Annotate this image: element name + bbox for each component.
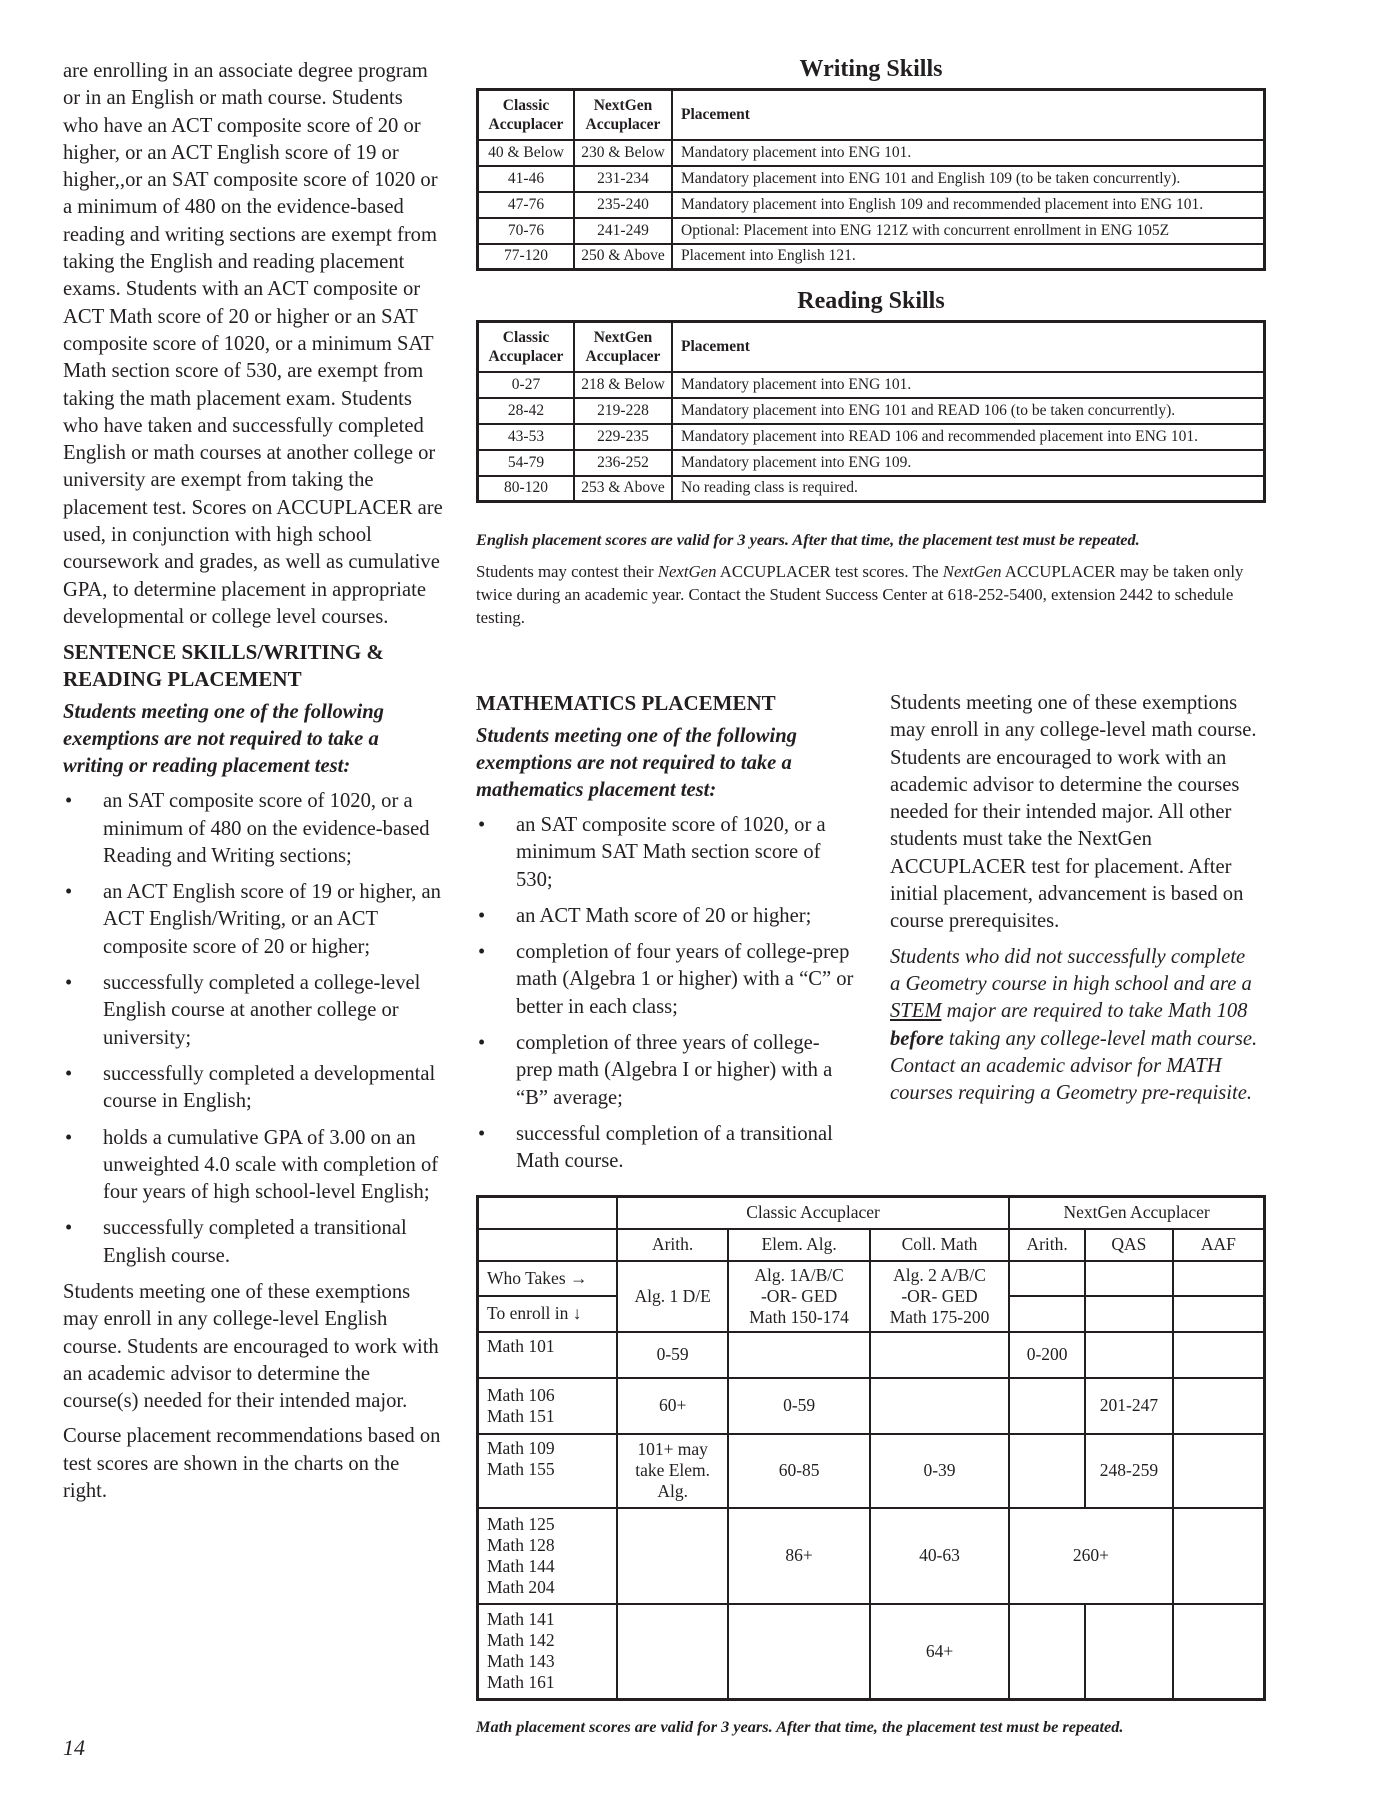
- column-header: Arith.: [1009, 1229, 1085, 1261]
- column-header: QAS: [1085, 1229, 1173, 1261]
- intro-paragraph: are enrolling in an associate degree program or in an English or math course. Students who have an ACT composite score of 20 or higher, or an ACT English score of 19 or higher,,or an SAT composite score of 1020 or a minimum of 480 on the evidence-based reading and writing sections are exempt from taking the English and reading placement exams. Students with an ACT composite or ACT Math score of 20 or higher or an SAT composite score of 1020, or a minimum SAT Math section score of 530, are exempt from taking the math placement exam. Students who have taken and successfully completed English or math courses at another college or university are exempt from taking the placement test. Scores on ACCUPLACER are used, in conjunction with high school coursework and grades, as well as cumulative GPA, to determine placement in appropriate developmental or college level courses.: [63, 60, 443, 628]
- bullet-icon: •: [478, 814, 486, 836]
- table-row: 43-53 229-235 Mandatory placement into READ 106 and recommended placement into ENG 101.: [478, 424, 1265, 450]
- reading-skills-title: Reading Skills: [797, 288, 945, 314]
- bullet-icon: •: [65, 790, 73, 813]
- writing-exemption-list: [63, 788, 443, 1270]
- table-header-row: [478, 1197, 1265, 1229]
- left-column: [63, 58, 443, 1513]
- column-header: NextGen Accuplacer: [574, 322, 672, 372]
- list-item: • an SAT composite score of 1020, or a minimum of 480 on the evidence-based Reading and Writing sections;: [65, 790, 430, 867]
- table-row: 40 & Below 230 & Below Mandatory placement into ENG 101.: [478, 140, 1265, 166]
- table-row: Who Takes → Alg. 1 D/E Alg. 1A/B/C -OR- GED Math 150-174 Alg. 2 A/B/C -OR- GED Math 175-200: [478, 1261, 1265, 1297]
- list-item: • an SAT composite score of 1020, or a minimum SAT Math section score of 530;: [478, 814, 826, 891]
- list-item: • successfully completed a developmental course in English;: [65, 1062, 436, 1113]
- table-row: Math 125 Math 128 Math 144 Math 204 86+ 40-63 260+: [478, 1508, 1265, 1604]
- to-enroll-label: To enroll in ↓: [478, 1296, 617, 1332]
- bullet-icon: •: [65, 1126, 73, 1149]
- english-exemption-followup: Students meeting one of these exemptions may enroll in any college-level English course. Students are encouraged to work with an academic advisor to determine the course(s) needed for their intended major.: [63, 1280, 439, 1413]
- writing-skills-table: [476, 88, 1266, 271]
- who-takes-label: Who Takes →: [478, 1261, 617, 1297]
- math-placement-heading: MATHEMATICS PLACEMENT: [476, 691, 776, 715]
- nextgen-accuplacer-header: NextGen Accuplacer: [1009, 1197, 1264, 1229]
- charts-reference: Course placement recommendations based on test scores are shown in the charts on the right.: [63, 1425, 441, 1503]
- classic-accuplacer-header: Classic Accuplacer: [617, 1197, 1009, 1229]
- table-row: Math 109 Math 155 101+ may take Elem. Alg. 60-85 0-39 248-259: [478, 1434, 1265, 1508]
- column-header: Placement: [672, 322, 1265, 372]
- list-item: • an ACT English score of 19 or higher, an ACT English/Writing, or an ACT composite score of 20 or higher;: [65, 881, 441, 958]
- table-row: 47-76 235-240 Mandatory placement into English 109 and recommended placement into ENG 101.: [478, 192, 1265, 218]
- page-number: 14: [63, 1735, 85, 1760]
- bullet-icon: •: [65, 1062, 73, 1085]
- list-item: • completion of three years of college-prep math (Algebra I or higher) with a “B” average;: [478, 1032, 833, 1109]
- column-header: Classic Accuplacer: [478, 322, 575, 372]
- table-row: Math 106 Math 151 60+ 0-59 201-247: [478, 1378, 1265, 1434]
- list-item: • successfully completed a college-level English course at another college or university;: [65, 972, 421, 1049]
- column-header: Arith.: [617, 1229, 729, 1261]
- list-item: • an ACT Math score of 20 or higher;: [476, 903, 856, 930]
- column-header: Classic Accuplacer: [478, 90, 575, 140]
- math-exemption-followup: Students meeting one of these exemptions may enroll in any college-level math course. Students are encouraged to work with an academic advisor to determine the courses needed for their intended major. All other students must take the NextGen ACCUPLACER test for placement. After initial placement, advancement is based on course prerequisites.: [890, 692, 1257, 933]
- table-header-row: [478, 1229, 1265, 1261]
- math-scores-validity-note: Math placement scores are valid for 3 years. After that time, the placement test must be repeated.: [476, 1717, 1124, 1736]
- writing-skills-title: Writing Skills: [799, 56, 943, 82]
- bullet-icon: •: [478, 941, 486, 964]
- list-item: • holds a cumulative GPA of 3.00 on an unweighted 4.0 scale with completion of four years of high school-level English;: [65, 1126, 439, 1204]
- bullet-icon: •: [478, 1122, 486, 1145]
- math-advising-column: [890, 690, 1260, 1115]
- column-header: NextGen Accuplacer: [574, 90, 672, 140]
- sentence-skills-heading: SENTENCE SKILLS/WRITING & READING PLACEMENT: [63, 640, 384, 692]
- english-scores-validity-note: English placement scores are valid for 3 years. After that time, the placement test must be repeated.: [476, 530, 1140, 549]
- table-row: Math 101 0-59 0-200: [478, 1332, 1265, 1378]
- math-exemption-list: [476, 812, 856, 1176]
- math-placement-table: [476, 1195, 1266, 1701]
- contest-scores-paragraph: Students may contest their NextGen ACCUPLACER test scores. The NextGen ACCUPLACER may be taken only twice during an academic year. Contact the Student Success Center at 618-252-5400, extension 2442 to schedule testing.: [476, 562, 1244, 627]
- bullet-icon: •: [65, 881, 73, 904]
- table-row: 77-120 250 & Above Placement into English 121.: [478, 244, 1265, 270]
- column-header: Coll. Math: [870, 1229, 1009, 1261]
- table-row: 70-76 241-249 Optional: Placement into ENG 121Z with concurrent enrollment in ENG 105Z: [478, 218, 1265, 244]
- writing-exemption-intro: Students meeting one of the following exemptions are not required to take a writing or reading placement test:: [63, 701, 384, 778]
- list-item: • successfully completed a transitional English course.: [65, 1217, 407, 1267]
- math-placement-column: [476, 690, 856, 1185]
- bullet-icon: •: [478, 1032, 486, 1055]
- list-item: • successful completion of a transitional Math course.: [478, 1122, 833, 1173]
- table-row: Math 141 Math 142 Math 143 Math 161 64+: [478, 1604, 1265, 1700]
- column-header: Elem. Alg.: [728, 1229, 869, 1261]
- list-item: • completion of four years of college-prep math (Algebra 1 or higher) with a “C” or better in each class;: [478, 941, 854, 1018]
- column-header: AAF: [1173, 1229, 1265, 1261]
- reading-skills-table: [476, 320, 1266, 503]
- table-row: 41-46 231-234 Mandatory placement into ENG 101 and English 109 (to be taken concurrently).: [478, 166, 1265, 192]
- bullet-icon: •: [478, 904, 486, 927]
- math-exemption-intro: Students meeting one of the following exemptions are not required to take a mathematics placement test:: [476, 725, 797, 801]
- table-header-row: [478, 322, 1265, 372]
- geometry-requirement-note: Students who did not successfully complete a Geometry course in high school and are a STEM major are required to take Math 108 before taking any college-level math course. Contact an academic advisor for MATH courses requiring a Geometry pre-requisite.: [890, 945, 1258, 1105]
- table-row: 28-42 219-228 Mandatory placement into ENG 101 and READ 106 (to be taken concurrently).: [478, 398, 1265, 424]
- bullet-icon: •: [65, 1217, 73, 1240]
- column-header: Placement: [672, 90, 1265, 140]
- table-row: 0-27 218 & Below Mandatory placement into ENG 101.: [478, 372, 1265, 398]
- table-header-row: [478, 90, 1265, 140]
- table-row: 80-120 253 & Above No reading class is required.: [478, 476, 1265, 502]
- table-row: 54-79 236-252 Mandatory placement into ENG 109.: [478, 450, 1265, 476]
- bullet-icon: •: [65, 972, 73, 995]
